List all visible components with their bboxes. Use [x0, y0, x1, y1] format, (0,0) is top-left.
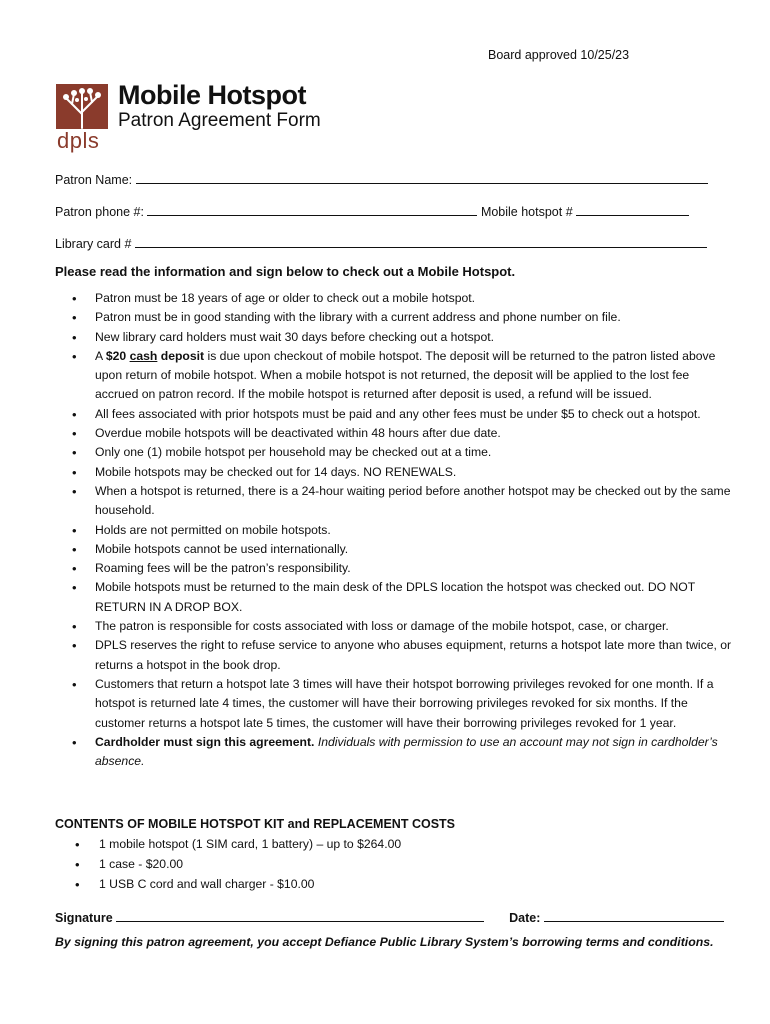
hotspot-number-field[interactable]	[576, 203, 689, 216]
tree-logo-icon	[56, 84, 108, 129]
library-card-field[interactable]	[135, 235, 707, 248]
board-approved-date: Board approved 10/25/23	[488, 48, 630, 62]
hotspot-number-label: Mobile hotspot #	[480, 205, 573, 219]
costs-list	[55, 835, 401, 894]
patron-name-row	[55, 171, 708, 187]
list-item: • Roaming fees will be the patron’s responsibility.	[55, 559, 735, 578]
rules-list	[55, 289, 735, 771]
cardholder-italic: Individuals with permission to use an account may not sign in cardholder’s absence.	[95, 734, 718, 769]
list-item: • Holds are not permitted on mobile hotspots.	[55, 521, 735, 540]
library-card-label: Library card #	[55, 237, 132, 251]
date-label: Date:	[509, 911, 541, 925]
patron-phone-field[interactable]	[147, 203, 477, 216]
deposit-amount: $20	[105, 348, 127, 363]
patron-phone-row	[55, 203, 689, 219]
logo-wordmark: dpls	[57, 128, 100, 153]
list-item: • Mobile hotspots must be returned to the main desk of the DPLS location the hotspot was checked out. DO NOT RETURN IN A DROP BOX.	[55, 578, 735, 617]
signature-field[interactable]	[116, 909, 484, 922]
costs-heading: CONTENTS OF MOBILE HOTSPOT KIT and REPLACEMENT COSTS	[55, 817, 456, 831]
list-item: • Only one (1) mobile hotspot per household may be checked out at a time.	[55, 443, 735, 462]
instructions-heading: Please read the information and sign below to check out a Mobile Hotspot.	[55, 264, 516, 279]
deposit-cash: cash	[129, 348, 158, 363]
list-item: • Overdue mobile hotspots will be deactivated within 48 hours after due date.	[55, 424, 735, 443]
page-subtitle: Patron Agreement Form	[118, 110, 321, 131]
patron-name-label: Patron Name:	[55, 173, 133, 187]
list-item: • All fees associated with prior hotspots must be paid and any other fees must be under $5 to check out a hotspot.	[55, 405, 735, 424]
signature-label: Signature	[55, 911, 113, 925]
deposit-rule: • A $20 cash deposit is due upon checkout of mobile hotspot. The deposit will be returned to the patron listed above upon return of mobile hotspot. When a mobile hotspot is not returned, the deposit will be applied to the lost fee accrued on patron record. If the mobile hotspot is returned after deposit is used, a refund will be issued.	[55, 347, 735, 405]
list-item: • When a hotspot is returned, there is a 24-hour waiting period before another hotspot may be checked out by the same household.	[55, 482, 735, 521]
list-item: • 1 mobile hotspot (1 SIM card, 1 battery) – up to $264.00	[55, 835, 401, 855]
date-field[interactable]	[544, 909, 724, 922]
library-card-row	[55, 235, 707, 251]
deposit-word: deposit	[160, 348, 205, 363]
list-item: • Customers that return a hotspot late 3 times will have their hotspot borrowing privileges revoked for one month. If a hotspot is returned late 4 times, the customer will have their borrowing privileges revoked for six months. If the customer returns a hotspot late 5 times, the customer will have their borrowing privileges revoked for 1 year.	[55, 675, 735, 733]
cardholder-bold: Cardholder must sign this agreement.	[95, 734, 315, 749]
list-item: • Mobile hotspots may be checked out for 14 days. NO RENEWALS.	[55, 463, 735, 482]
patron-name-field[interactable]	[136, 171, 708, 184]
list-item: • New library card holders must wait 30 days before checking out a hotspot.	[55, 328, 735, 347]
closing-statement: By signing this patron agreement, you accept Defiance Public Library System’s borrowing terms and conditions.	[55, 935, 714, 949]
list-item: • DPLS reserves the right to refuse service to anyone who abuses equipment, returns a hotspot late more than twice, or returns a hotspot in the book drop.	[55, 636, 735, 675]
page-title: Mobile Hotspot	[118, 80, 306, 110]
library-logo	[56, 84, 108, 129]
list-item: • Mobile hotspots cannot be used internationally.	[55, 540, 735, 559]
list-item: • 1 USB C cord and wall charger - $10.00	[55, 875, 401, 895]
list-item: • Patron must be in good standing with the library with a current address and phone number on file.	[55, 308, 735, 327]
list-item: • The patron is responsible for costs associated with loss or damage of the mobile hotspot, case, or charger.	[55, 617, 735, 636]
signature-row	[55, 909, 724, 925]
list-item: • Patron must be 18 years of age or older to check out a mobile hotspot.	[55, 289, 735, 308]
cardholder-rule	[55, 733, 735, 772]
patron-phone-label: Patron phone #:	[55, 205, 144, 219]
list-item: • 1 case - $20.00	[55, 855, 401, 875]
